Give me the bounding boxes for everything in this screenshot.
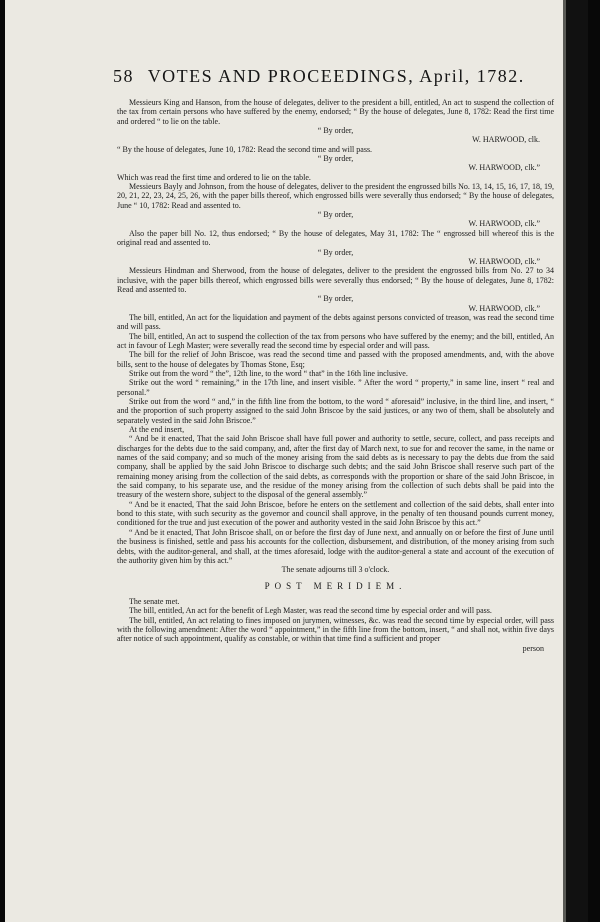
document-body bbox=[117, 98, 554, 653]
signature-line bbox=[117, 304, 554, 313]
book-spine bbox=[566, 0, 588, 922]
paragraph: person bbox=[522, 643, 544, 653]
signature-clerk: W. HARWOOD, clk.” bbox=[468, 163, 540, 173]
page-title: VOTES AND PROCEEDINGS, April, 1782. bbox=[147, 66, 525, 86]
paragraph: Strike out from the word “ and,” in the fifth line from the bottom, to the word “ aforesaid” inclusive, in the third line, and insert, “ and the proportion of such property assigned to the said John Briscoe by the said justices, or any two of them, shall be absolutely and separately vested in the said John Briscoe.” bbox=[117, 397, 554, 425]
paragraph: The bill, entitled, An act to suspend the collection of the tax from persons who have suffered by the enemy; and the bill, entitled, An act in favour of Legh Master; were severally read the second time by especial order and will pass. bbox=[117, 331, 554, 350]
paragraph: The bill, entitled, An act for the benefit of Legh Master, was read the second time by especial order and will pass. bbox=[129, 606, 492, 616]
section-heading: POST MERIDIEM. bbox=[264, 580, 407, 591]
paragraph: The bill for the relief of John Briscoe, was read the second time and passed with the proposed amendments, and, with the above bills, sent to the house of delegates by Thomas Stone, Esq; bbox=[117, 350, 554, 369]
signature-clerk: W. HARWOOD, clk. bbox=[472, 135, 540, 145]
paragraph: “ By the house of delegates, June 10, 1782: Read the second time and will pass. bbox=[117, 144, 373, 154]
signature-line bbox=[117, 163, 554, 172]
paragraph: Which was read the first time and ordered to lie on the table. bbox=[117, 172, 311, 182]
paragraph: At the end insert, bbox=[129, 425, 185, 435]
page-header bbox=[113, 66, 525, 87]
signature-clerk: W. HARWOOD, clk.” bbox=[468, 219, 540, 229]
document-page bbox=[5, 0, 588, 922]
paragraph: The senate met. bbox=[129, 596, 180, 606]
paragraph: Also the paper bill No. 12, thus endorsed; “ By the house of delegates, May 31, 1782: The “ engrossed bill whereof this is the original read and assented to. bbox=[117, 228, 554, 248]
paragraph: “ By order, bbox=[317, 154, 354, 164]
paragraph: The bill, entitled, An act for the liquidation and payment of the debts against persons convicted of treason, was read the second time and will pass. bbox=[117, 312, 554, 332]
paragraph: The senate adjourns till 3 o'clock. bbox=[281, 565, 390, 575]
signature-clerk: W. HARWOOD, clk.” bbox=[468, 256, 540, 266]
paragraph: Strike out the word “ remaining,” in the 17th line, and insert visible. ” After the word “ property,” in same line, insert “ real and personal.” bbox=[117, 378, 554, 397]
signature-line bbox=[117, 135, 554, 144]
paragraph: “ By order, bbox=[317, 294, 354, 304]
paragraph: “ And be it enacted, That the said John Briscoe, before he enters on the settlement and collection of the said debts, shall enter into bond to this state, with such security as the governor and council shall approve, in the penalty of ten thousand pounds current money, conditioned for the true and just execution of the power and authority vested in the said John Briscoe by this act.” bbox=[117, 499, 554, 528]
paragraph: Messieurs King and Hanson, from the house of delegates, deliver to the president a bill, entitled, An act to suspend the collection of the tax from certain persons who have suffered by the enemy, endorsed; “ By the house of delegates, June 8, 1782: Read the first time and ordered “ to lie on the table. bbox=[117, 98, 554, 126]
paragraph: “ And be it enacted, That the said John Briscoe shall have full power and authority to settle, secure, collect, and pass receipts and discharges for the debts due to the said company, and, after the first day of March next, to sue for and recover the same, in the name or names of the said company; and so much of the money arising from the said debts as is necessary to pay the debts due from the said company, shall be applied by the said John Briscoe to discharge such debts; and the said John Briscoe shall reserve such part of the remaining money arising from the collection of the said debts, as corresponds with the proportion or share of the said John Briscoe, in the said company, to his separate use, and the residue of the money arising from the collection of such debts shall be paid into the treasury of the western shore, subject to the disposal of the general assembly.” bbox=[117, 434, 554, 500]
signature-line bbox=[117, 219, 554, 228]
paragraph: The bill, entitled, An act relating to fines imposed on jurymen, witnesses, &c. was read the second time by especial order, will pass with the following amendment: After the word “ appointment,” in the fifth line from the bottom, insert, “ and shall not, within five days after notice of such appointment, qualify as constable, or within that time find a sufficient and proper bbox=[117, 615, 554, 644]
page-number: 58 bbox=[113, 66, 134, 86]
signature-clerk: W. HARWOOD, clk.” bbox=[468, 303, 540, 313]
paragraph: Messieurs Bayly and Johnson, from the house of delegates, deliver to the president the engrossed bills No. 13, 14, 15, 16, 17, 18, 19, 20, 21, 22, 23, 24, 25, 26, with the paper bills thereof, which engrossed bills were severally thus endorsed; “ By the house of delegates, June “ 10, 1782: Read and assented to. bbox=[117, 182, 554, 210]
paragraph: Messieurs Hindman and Sherwood, from the house of delegates, deliver to the president the engrossed bills from No. 27 to 34 inclusive, with the paper bills thereof, which engrossed bills were severally thus endorsed; “ By the house of delegates, June 8, 1782: Read and assented to. bbox=[117, 266, 554, 294]
paragraph: “ By order, bbox=[317, 126, 354, 136]
paragraph: Strike out from the word “ the”, 12th line, to the word “ that” in the 16th line inclusive. bbox=[129, 368, 408, 378]
paragraph: “ And be it enacted, That John Briscoe shall, on or before the first day of June next, and annually on or before the first of June until the business is finished, settle and pass his accounts for the collection, disbursement, and distribution, of the money arising from such debts, with the auditor-general, and shall, at the times aforesaid, lodge with the auditor-general a state and account of the execution of the authority given him by this act.” bbox=[117, 527, 554, 565]
paragraph: “ By order, bbox=[317, 247, 354, 257]
signature-line bbox=[117, 257, 554, 266]
paragraph: “ By order, bbox=[317, 210, 354, 220]
